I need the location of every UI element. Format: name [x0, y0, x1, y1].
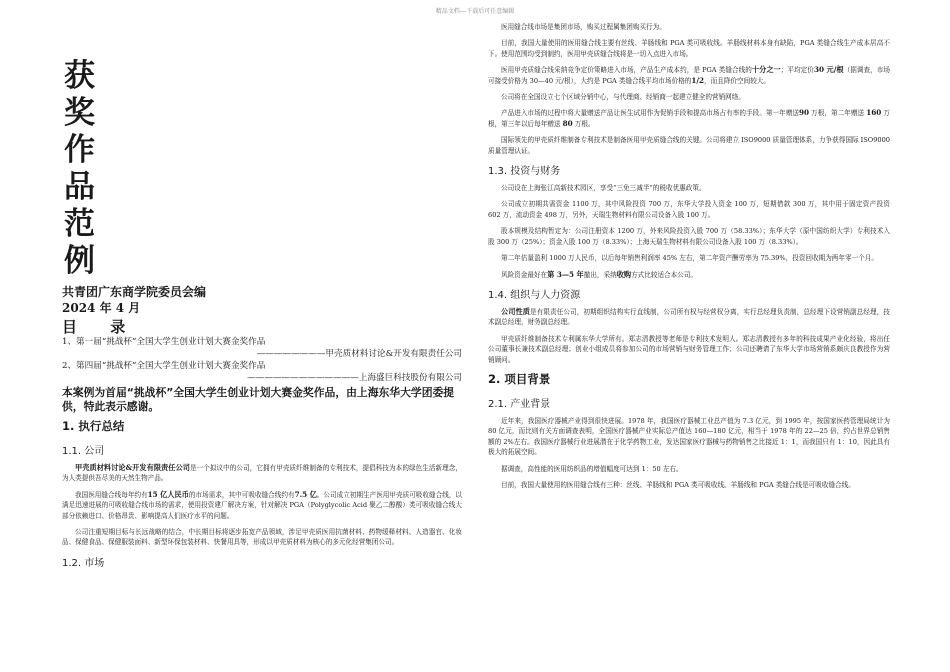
paragraph: 产品进入市场的过程中将大量赠送产品让医生试用作为促销手段和提高市场占有率的手段。第一年赠送90 万根，第二年赠送 160 万根，第三年以后每年赠送 80 万根。 — [488, 108, 890, 128]
paragraph: 近年来，我国医疗器械产业得到很快进展。1978 年，我国医疗器械工业总产值为 7.3 亿元，到 1995 年，按国家医药管理局统计为 80 亿元，而比则有关方面调查表明，全国医疗器械产业实际总产值达 160—180 亿元，相当于 1978 年的 22—25 倍，约占世界总销售额的 2%左右。我国医疗器械行业进展潜在于化学药物工业，发达国家医疗器械与药物销售之比接近 1：1，而我国只有 1：10，因此具有极大的拓展空间。 — [488, 416, 890, 457]
cover-title-char: 获 — [64, 58, 97, 94]
page-watermark: 精品文档---下载后可任意编辑 — [435, 8, 515, 15]
paragraph: 公司成立初期共需资金 1100 万，其中风险投资 700 万，东华大学投入资金 100 万，短期借款 300 万，其中用于固定资产投资 602 万，流动资金 498 万，另外，天瑞生物材料有限公司设备入股 100 万。 — [488, 200, 890, 219]
cover-title-char: 奖 — [64, 95, 97, 131]
paragraph: 第二年估量盈利 1000 万人民币，以后每年销售利润率 45% 左右，第二年资产酬劳率为 75.39%，投资回收期为两年零一个月。 — [501, 254, 878, 263]
right-column — [488, 22, 890, 496]
toc-item[interactable]: 2、第四届“挑战杯”全国大学生创业计划大赛金奖作品 — [62, 361, 266, 371]
paragraph: 医用缝合线市场是集团市场，购买过程属集团购买行为。 — [501, 23, 666, 31]
toc-item-subtitle: ————————甲壳质材料讨论&开发有限责任公司 — [256, 349, 462, 359]
paragraph: 目前，我国大量使用的医用缝合线主要有丝线、羊肠线和 PGA 类可吸收线。羊肠线材料本身有缺陷，PGA 类缝合线生产成本居高不下。使用范围均受到制约，医用甲壳质缝合线将是一切入点进入市场。 — [488, 39, 890, 58]
paragraph: 公司性质是有限责任公司，初期组织结构实行直线制，公司所有权与经营权分离，实行总经理负责制，总经理下设营销副总经理，技术副总经理，财务副总经理。 — [488, 306, 890, 327]
subsection-heading: 1.1. 公司 — [62, 446, 105, 457]
paragraph: 风险资金最好在第 3—5 年撤出，采纳收购方式比较适合本公司。 — [501, 269, 698, 279]
subsection-heading: 1.2. 市场 — [62, 557, 105, 569]
section-heading: 2. 项目背景 — [488, 371, 551, 386]
paragraph: 甲壳质纤维制备技术专利属东华大学所有。郑志清教授等老师是专利技术发明人。郑志清教授有多年的科技成果产业化经验，将出任公司董事长兼技术副总经理；创业小组成员将参加公司的市场营销与财务管理工作；公司还聘请了东华大学市场营销系颇庆良教授作为营销顾问。 — [488, 334, 890, 364]
paragraph: 公司将在全国设立七个区域分销中心，与代理商、经销商一起建立健全的营销网络。 — [501, 93, 745, 102]
paragraph: 股本规模及结构暂定为：公司注册资本 1200 万，外来风险投资入股 700 万（58.33%）；东华大学（原中国纺织大学）专利技术入股 300 万（25%）；资金入股 100 万（8.33%）；上海天瑞生物材料有限公司设备入股 100 万（8.33%）。 — [488, 227, 890, 246]
paragraph: 国际领先的甲壳质纤维制备专利技术是制备医用甲壳质缝合线的关键。公司将建立 ISO9000 质量管理体系，力争获得国际 ISO9000 质量管理认证。 — [488, 136, 890, 155]
subsection-heading: 1.4. 组织与人力资源 — [488, 289, 581, 301]
subsection-heading: 1.3. 投资与财务 — [488, 166, 561, 178]
intro-note: 本案例为首届“挑战杯”全国大学生创业计划大赛金奖作品，由上海东华大学团委提供，特此表示感谢。 — [62, 386, 455, 413]
paragraph: 我国医用缝合线每年约有15 亿人民币的市场需求，其中可吸收缝合线约有7.5 亿。公司成立初期生产医用甲壳质可吸收缝合线，以满足迅速进展的可吸收缝合线市场的需求，使用投资建厂解决方案，针对解决 PGA（Polyglycolic Acid 聚乙二醇酸）类可吸收缝合线大部分依赖进口、价格昂贵、影响提高人们医疗水平的问题。 — [62, 489, 463, 520]
paragraph: 目前，我国大量使用的医用缝合线有三种：丝线、羊肠线和 PGA 类可吸收线。羊肠线和 PGA 类缝合线是可吸收缝合线。 — [501, 480, 855, 489]
left-column — [62, 58, 462, 575]
paragraph: 医用甲壳质缝合线采纳竞争定价策略进入市场，产品生产成本约，是 PGA 类缝合线的十分之一；平均定价30 元/根（据调查，市场可接受价格为 30—40 元/根），大约是 PGA 类缝合线平均市场价格的1/2，而且降价空间较大。 — [488, 65, 891, 85]
toc-item[interactable]: 1、第一届“挑战杯”全国大学生创业计划大赛金奖作品 — [62, 337, 266, 347]
cover-organization: 共青团广东商学院委员会编 — [62, 285, 207, 299]
cover-title-char: 范 — [64, 206, 97, 242]
cover-title-char: 品 — [64, 169, 97, 205]
cover-date: 2024 年 4 月 — [62, 301, 141, 315]
cover-title-char: 例 — [64, 243, 97, 279]
toc-item-subtitle: —————————————上海盛巨科技股份有限公司 — [247, 373, 462, 383]
paragraph: 据调查，高性能的医用纺织品的增值幅度可达到 1：50 左右。 — [501, 464, 683, 473]
cover-title — [64, 58, 462, 280]
section-heading: 1. 执行总结 — [62, 419, 125, 433]
toc-heading: 目 录 — [62, 318, 140, 336]
paragraph: 甲壳质材料讨论&开发有限责任公司是一个拟议中的公司，它拥有甲壳质纤维制备的专利技术，提倡科技为本的绿色生活新理念，为人类提供吾尽美的天然生物产品。 — [62, 463, 463, 483]
subsection-heading: 2.1. 产业背景 — [488, 398, 551, 410]
paragraph: 公司注重短期目标与长远战略的结合，中长期目标将逐步拓宽产品领域，涉足甲壳质医用抗菌材料、药物缓释材料、人造器官、化妆品、保健食品、保健服装面料、新型环保包装材料、快餐用具等，形成以甲壳质材料为核心的多元化经营集团公司。 — [62, 528, 462, 547]
cover-title-char: 作 — [64, 132, 97, 168]
paragraph: 公司设在上海张江高新技术园区，享受“三免三减半”的税收优惠政策。 — [501, 184, 706, 193]
